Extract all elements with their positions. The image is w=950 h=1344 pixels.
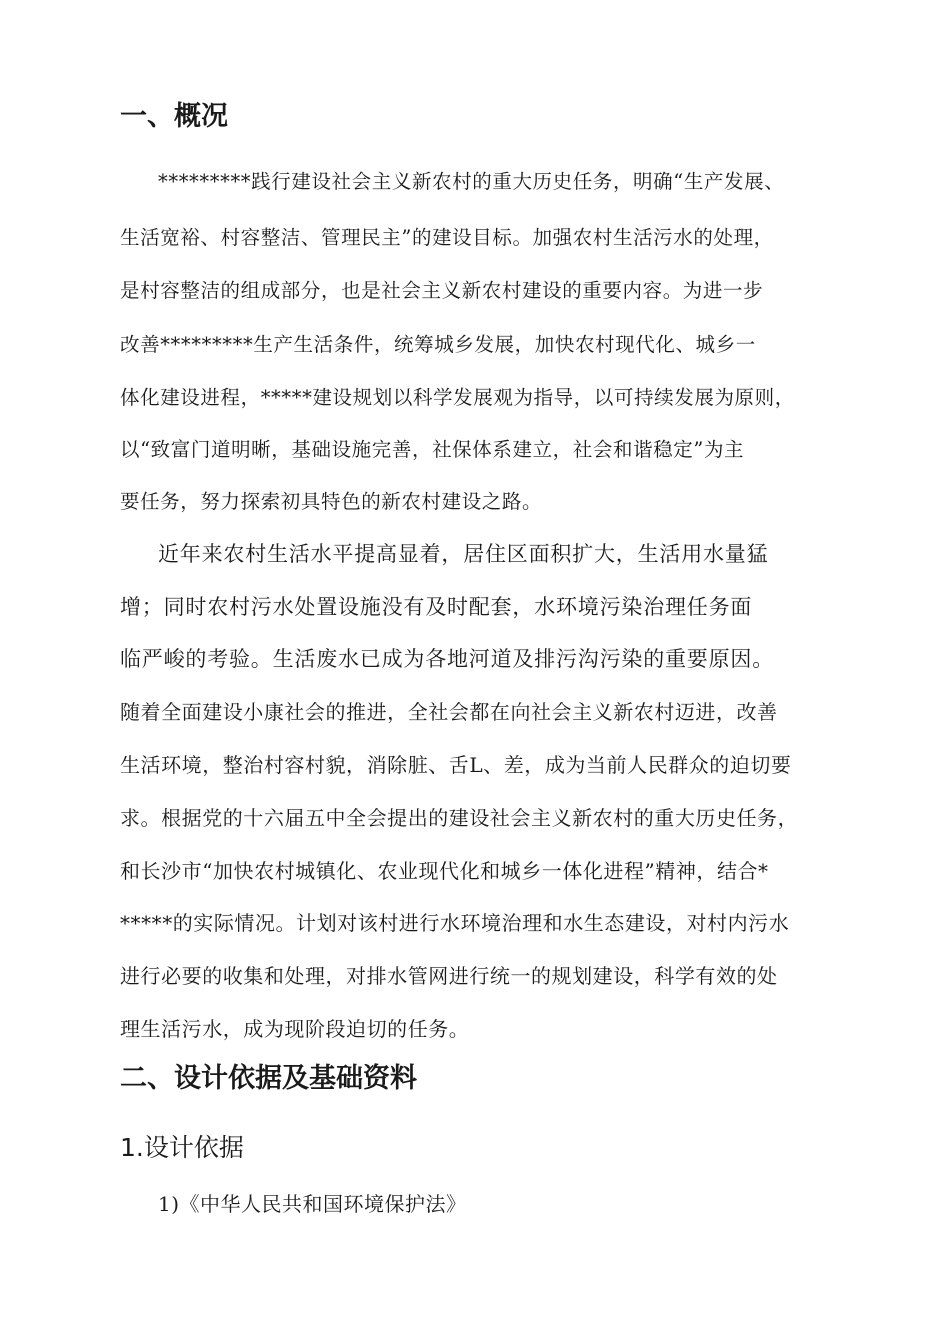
- paragraph-line: 随着全面建设小康社会的推进，全社会都在向社会主义新农村迈进，改善: [120, 700, 778, 724]
- paragraph-line: *****的实际情况。计划对该村进行水环境治理和水生态建设，对村内污水: [120, 911, 790, 935]
- paragraph-line: 体化建设进程，*****建设规划以科学发展观为指导，以可持续发展为原则，: [120, 386, 795, 409]
- reference-list-item: 1)《中华人民共和国环境保护法》: [158, 1192, 467, 1216]
- paragraph-line: 是村容整洁的组成部分，也是社会主义新农村建设的重要内容。为进一步: [120, 279, 764, 302]
- paragraph-line: 增；同时农村污水处置设施没有及时配套，水环境污染治理任务面: [120, 595, 753, 619]
- paragraph-line: 以“致富门道明晰，基础设施完善，社保体系建立，社会和谐稳定”为主: [120, 438, 745, 461]
- section-heading-design-basis: 二、设计依据及基础资料: [120, 1063, 417, 1094]
- paragraph-line: 生活环境，整治村容村貌，消除脏、舌L、差，成为当前人民群众的迫切要: [120, 753, 792, 777]
- paragraph-line: 临严峻的考验。生活废水已成为各地河道及排污沟污染的重要原因。: [120, 647, 774, 671]
- paragraph-line: 和长沙市“加快农村城镇化、农业现代化和城乡一体化进程”精神，结合*: [120, 859, 769, 883]
- paragraph-line: 生活宽裕、村容整洁、管理民主”的建设目标。加强农村生活污水的处理，: [120, 226, 774, 249]
- paragraph-line: 近年来农村生活水平提高显着，居住区面积扩大，生活用水量猛: [158, 542, 769, 566]
- paragraph-line: 改善*********生产生活条件，统筹城乡发展，加快农村现代化、城乡一: [120, 333, 756, 356]
- paragraph-line: 理生活污水，成为现阶段迫切的任务。: [120, 1017, 470, 1041]
- section-heading-overview: 一、概况: [120, 101, 228, 132]
- paragraph-line: 进行必要的收集和处理，对排水管网进行统一的规划建设，科学有效的处: [120, 964, 778, 988]
- paragraph-line: 要任务，努力探索初具特色的新农村建设之路。: [120, 490, 543, 513]
- paragraph-line: *********践行建设社会主义新农村的重大历史任务，明确“生产发展、: [158, 170, 785, 193]
- subsection-heading-design-basis: 1.设计依据: [120, 1133, 244, 1162]
- paragraph-line: 求。根据党的十六届五中全会提出的建设社会主义新农村的重大历史任务，: [120, 806, 799, 830]
